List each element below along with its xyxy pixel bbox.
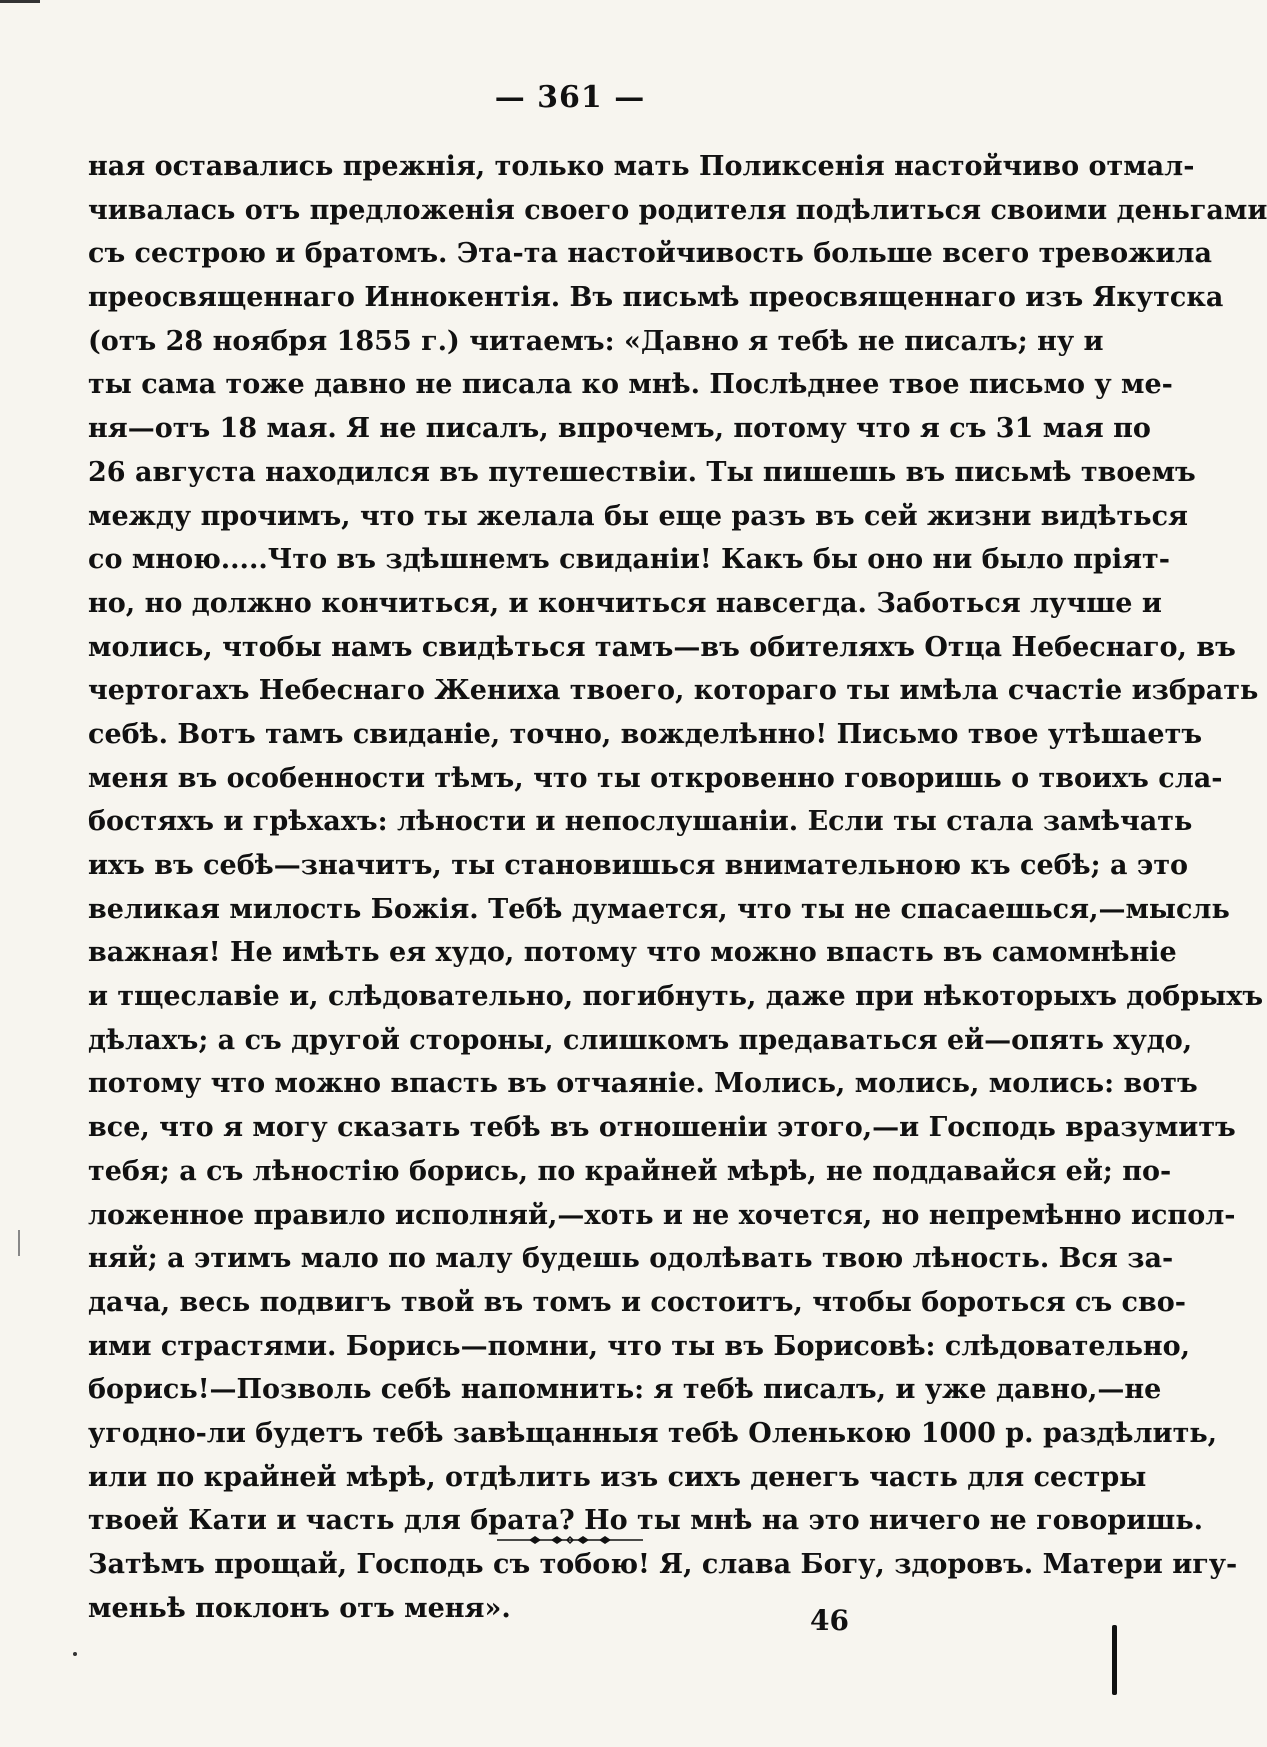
text-line: 26 августа находился въ путешествіи. Ты пишешь въ письмѣ твоемъ: [88, 456, 1196, 488]
text-line: важная! Не имѣть ея худо, потому что можно впасть въ самомнѣніе: [88, 937, 1177, 969]
text-line: борись!—Позволь себѣ напомнить: я тебѣ писалъ, и уже давно,—не: [88, 1374, 1162, 1406]
text-line: ложенное правило исполняй,—хоть и не хочется, но непремѣнно испол-: [88, 1199, 1236, 1231]
edge-scan-mark: [1112, 1625, 1117, 1695]
text-line-last: меньѣ поклонъ отъ меня».: [88, 1592, 511, 1624]
text-line: няй; а этимъ мало по малу будешь одолѣвать твою лѣность. Вся за-: [88, 1243, 1174, 1275]
text-line: ихъ въ себѣ—значитъ, ты становишься внимательною къ себѣ; а это: [88, 850, 1189, 881]
text-line: ня—отъ 18 мая. Я не писалъ, впрочемъ, потому что я съ 31 мая по: [88, 413, 1151, 445]
text-line: дѣлахъ; а съ другой стороны, слишкомъ предаваться ей—опять худо,: [88, 1024, 1193, 1056]
text-line: преосвященнаго Иннокентія. Въ письмѣ преосвященнаго изъ Якутска: [88, 282, 1224, 314]
text-line: себѣ. Вотъ тамъ свиданіе, точно, вожделѣнно! Письмо твое утѣшаетъ: [88, 718, 1203, 750]
text-line: (отъ 28 ноября 1855 г.) читаемъ: «Давно я тебѣ не писалъ; ну и: [88, 325, 1104, 357]
text-line: между прочимъ, что ты желала бы еще разъ въ сей жизни видѣться: [88, 500, 1188, 532]
text-line: твоей Кати и часть для брата? Но ты мнѣ на это ничего не говоришь.: [88, 1505, 1204, 1537]
text-line: потому что можно впасть въ отчаяніе. Молись, молись, молись: вотъ: [88, 1068, 1198, 1100]
text-line: бостяхъ и грѣхахъ: лѣности и непослушаніи. Если ты стала замѣчать: [88, 806, 1193, 838]
text-line: и тщеславіе и, слѣдовательно, погибнуть, даже при нѣкоторыхъ добрыхъ: [88, 981, 1264, 1013]
text-line: чертогахъ Небеснаго Жениха твоего, котораго ты имѣла счастіе избрать: [88, 675, 1259, 707]
text-line: великая милость Божія. Тебѣ думается, что ты не спасаешься,—мысль: [88, 893, 1230, 925]
text-line: Затѣмъ прощай, Господь съ тобою! Я, слава Богу, здоровъ. Матери игу-: [88, 1549, 1238, 1580]
text-line: или по крайней мѣрѣ, отдѣлить изъ сихъ денегъ часть для сестры: [88, 1461, 1147, 1493]
text-line: съ сестрою и братомъ. Эта-та настойчивость больше всего тревожила: [88, 238, 1212, 270]
text-line: молись, чтобы намъ свидѣться тамъ—въ обителяхъ Отца Небеснаго, въ: [88, 631, 1236, 663]
text-line: чивалась отъ предложенія своего родителя подѣлиться своими деньгами: [88, 194, 1267, 226]
text-line: со мною.....Что въ здѣшнемъ свиданіи! Какъ бы оно ни было пріят-: [88, 544, 1170, 576]
text-line: ты сама тоже давно не писала ко мнѣ. Послѣднее твое письмо у ме-: [88, 369, 1173, 401]
text-line: дача, весь подвигъ твой въ томъ и состоитъ, чтобы бороться съ сво-: [88, 1286, 1186, 1318]
text-line: все, что я могу сказать тебѣ въ отношеніи этого,—и Господь вразумитъ: [88, 1112, 1236, 1144]
text-line: ими страстями. Борись—помни, что ты въ Борисовѣ: слѣдовательно,: [88, 1330, 1191, 1362]
text-line: тебя; а съ лѣностію борись, по крайней мѣрѣ, не поддавайся ей; по-: [88, 1155, 1172, 1187]
signature-mark: 46: [810, 1604, 849, 1637]
ornamental-divider-icon: [0, 1532, 1140, 1551]
page-number-header: — 361 —: [494, 80, 646, 115]
top-edge-rule: [0, 0, 40, 3]
text-line: ная оставались прежнія, только мать Поликсенія настойчиво отмал-: [88, 151, 1195, 182]
body-text: [88, 145, 1267, 1630]
text-line: но, но должно кончиться, и кончиться навсегда. Заботься лучше и: [88, 587, 1162, 619]
text-line: меня въ особенности тѣмъ, что ты откровенно говоришь о твоихъ сла-: [88, 762, 1223, 794]
margin-tick: [18, 1230, 20, 1256]
margin-dot: [73, 1652, 77, 1656]
text-line: угодно-ли будетъ тебѣ завѣщанныя тебѣ Оленькою 1000 р. раздѣлить,: [88, 1417, 1218, 1449]
